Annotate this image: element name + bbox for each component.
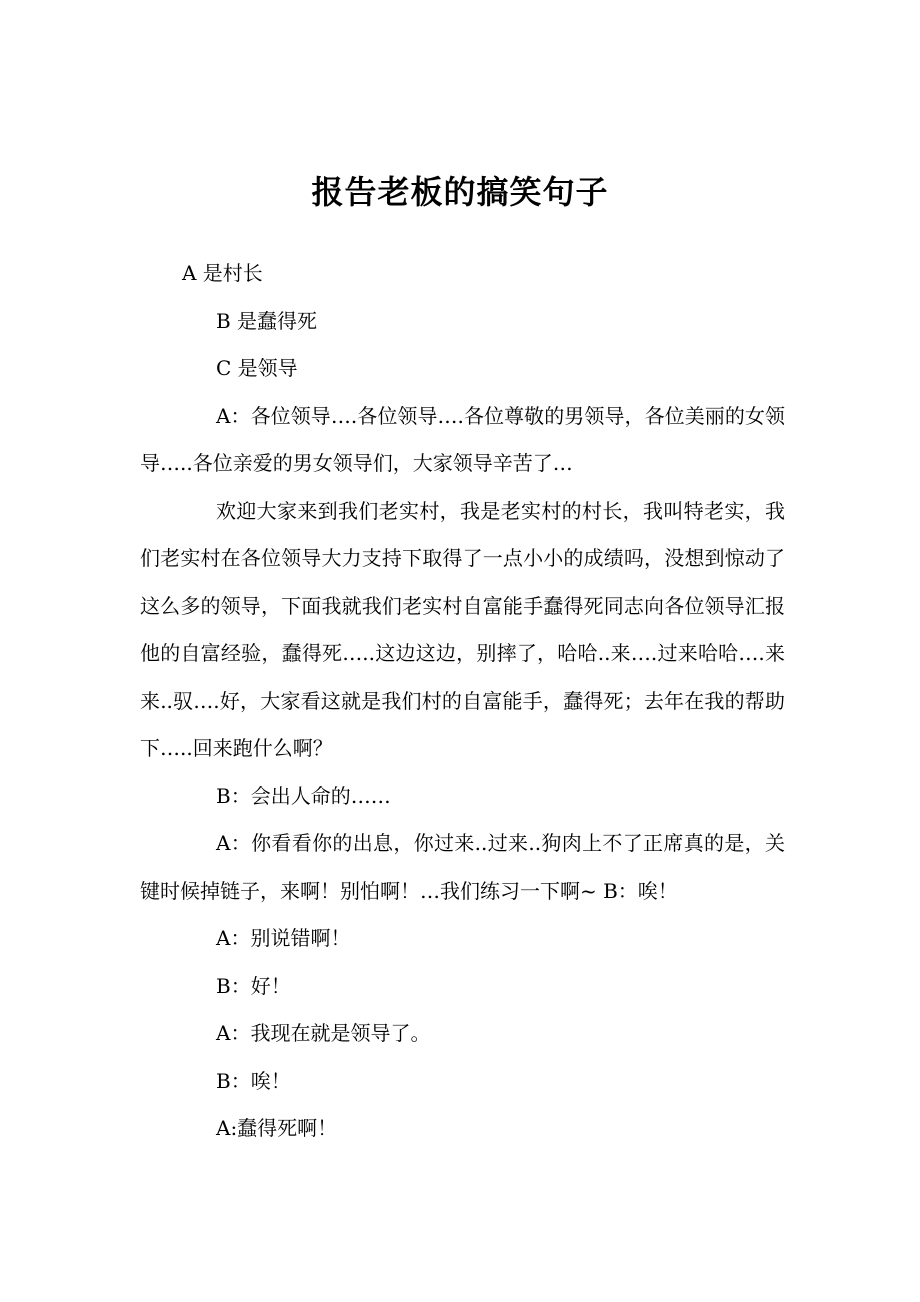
paragraph: A：各位领导….各位领导….各位尊敬的男领导，各位美丽的女领导…..各位亲爱的男女领导们，大家领导辛苦了… — [140, 403, 785, 475]
paragraph: A:蠢得死啊！ — [216, 1116, 338, 1140]
paragraph-role-b: B 是蠢得死 — [216, 308, 318, 333]
paragraph: A：我现在就是领导了。 — [216, 1021, 431, 1045]
paragraph: A：别说错啊！ — [216, 926, 351, 950]
paragraph: 欢迎大家来到我们老实村，我是老实村的村长，我叫特老实，我们老实村在各位领导大力支持下取得了一点小小的成绩吗，没想到惊动了这么多的领导，下面我就我们老实村自富能手蠢得死同志向各位领导汇报他的自富经验，蠢得死…..这边这边，别摔了，哈哈..来….过来哈哈….来来..驭….好，大家看这就是我们村的自富能手，蠢得死；去年在我的帮助下…..回来跑什么啊？ — [140, 498, 785, 760]
paragraph: B：会出人命的…… — [216, 783, 391, 808]
document-title: 报告老板的搞笑句子 — [311, 173, 609, 211]
paragraph-role-c: C 是领导 — [216, 356, 298, 380]
paragraph: A：你看看你的出息，你过来..过来..狗肉上不了正席真的是，关键时候掉链子，来啊！别怕啊！…我们练习一下啊~ B：唉！ — [140, 831, 785, 903]
paragraph: B：唉！ — [216, 1068, 291, 1093]
paragraph: B：好！ — [216, 973, 291, 998]
paragraph-role-a: A 是村长 — [182, 261, 263, 285]
document-body — [140, 250, 785, 1153]
